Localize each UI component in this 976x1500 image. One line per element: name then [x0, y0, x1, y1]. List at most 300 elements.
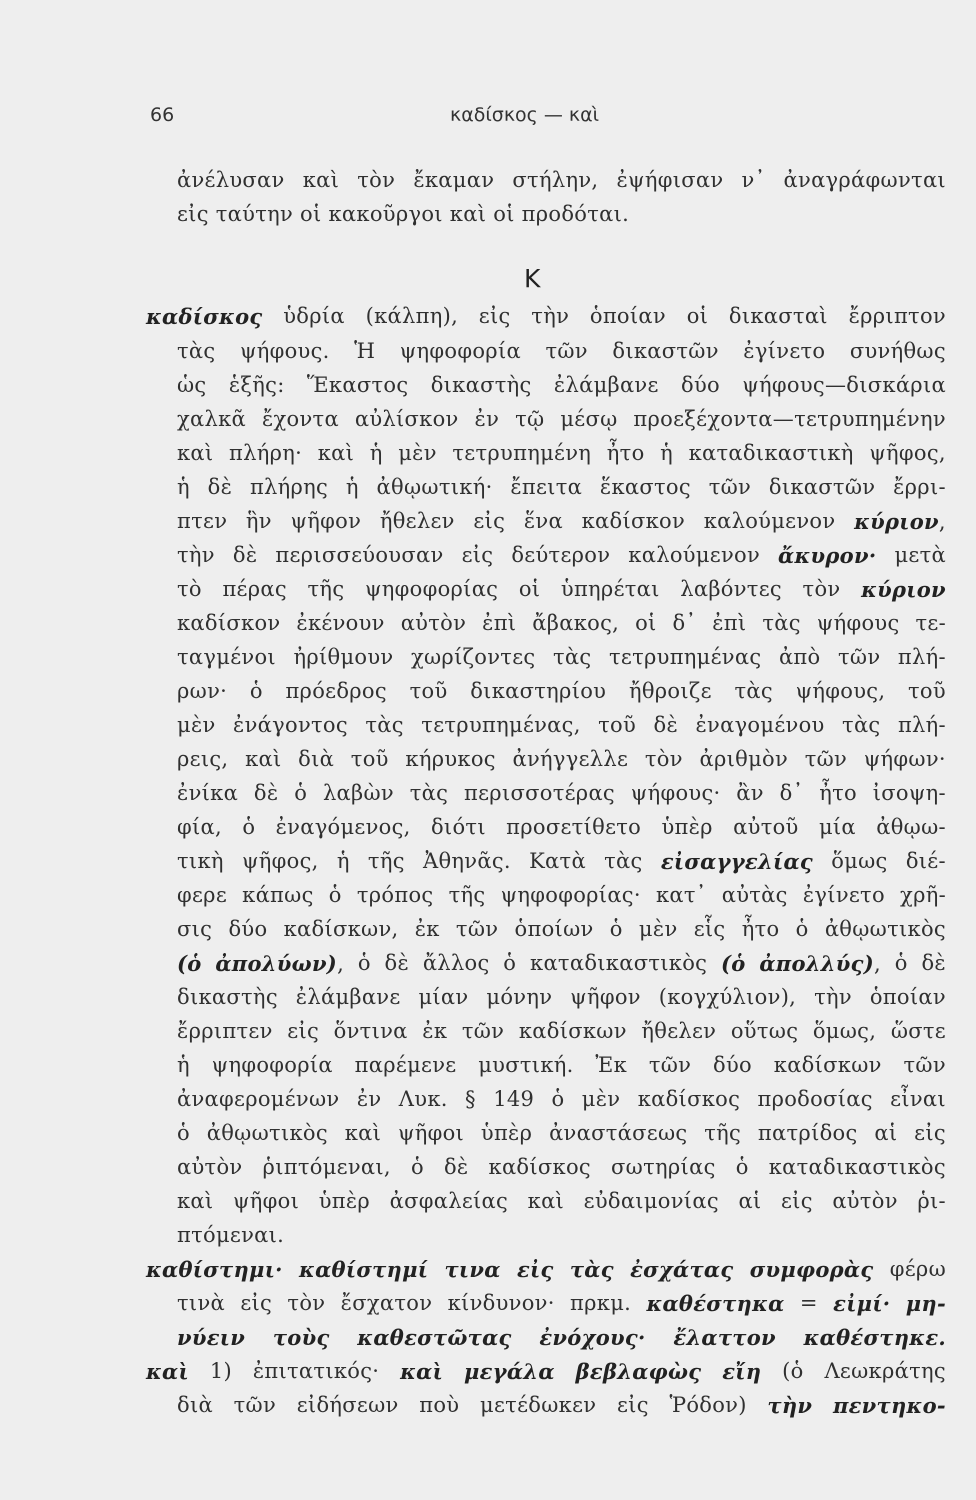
word: πέρας — [222, 577, 287, 601]
justified-words — [177, 747, 946, 771]
justified-words — [177, 985, 946, 1009]
word: τῶν — [903, 1053, 946, 1077]
word: ὁ — [735, 1155, 749, 1179]
word: παρέμενε — [354, 1053, 457, 1077]
word: ψῆφον — [290, 509, 362, 533]
word: τὴν — [531, 304, 570, 328]
word: τὸ — [177, 577, 202, 601]
word: (κογχύλιον), — [658, 985, 797, 1009]
word: 149 — [493, 1087, 535, 1111]
word: ἐπὶ — [712, 611, 747, 635]
word: ἔρρι- — [893, 475, 946, 499]
text-line — [177, 713, 946, 737]
word: βεβλαφὼς — [575, 1359, 702, 1384]
word: καλούμενον — [628, 543, 761, 567]
text-line — [177, 1121, 946, 1145]
word: ὁποίαν — [869, 985, 946, 1009]
word: δικαστῶν — [768, 475, 876, 499]
word: ἔσχατον — [340, 1291, 433, 1315]
word: ψήφους. — [239, 339, 330, 363]
word: πλήρης — [249, 475, 329, 499]
word: οὕτως — [730, 1019, 799, 1043]
word: ἂν — [736, 781, 764, 805]
word: ψῆφοι — [233, 1189, 300, 1213]
word: τὰς — [734, 679, 773, 703]
word: Λεωκράτης — [824, 1359, 946, 1383]
word: ρεις, — [177, 747, 229, 771]
word: διότι — [430, 815, 486, 839]
word: ψῆφος, — [869, 441, 946, 465]
word: Ἐκ — [595, 1053, 628, 1077]
word: ἀθῳωτική· — [376, 475, 493, 499]
word: ἡ — [336, 849, 350, 873]
word: καδίσκων — [518, 1019, 627, 1043]
word: ἐλάμβανε — [553, 373, 659, 397]
word: συμφορὰς — [749, 1257, 874, 1282]
line-segment: πτόμεναι. — [177, 1223, 285, 1247]
word: τινὰ — [177, 1291, 225, 1315]
word: ψῆφοι — [397, 1121, 465, 1145]
word: διὰ — [298, 747, 335, 771]
word: (ὁ — [782, 1359, 804, 1383]
word: αὐτὸν — [400, 611, 467, 635]
word: καδίσκον — [581, 509, 686, 533]
word: τοὺς — [272, 1325, 330, 1350]
word: ἤθελεν — [379, 509, 455, 533]
word: ψηφοφορίας· — [500, 883, 641, 907]
word: προεξέχοντα—τετρυπημένην — [633, 407, 946, 431]
word: ρων· — [177, 679, 228, 703]
word: ἀπολλύς), — [759, 951, 881, 976]
word: δεύτερον — [511, 543, 611, 567]
text-line — [177, 917, 946, 941]
justified-words — [177, 611, 946, 635]
word: κατ᾽ — [655, 883, 707, 907]
word: (κάλπη), — [365, 304, 459, 328]
word: ψήφους· — [630, 781, 721, 805]
word: μὲν — [638, 917, 678, 941]
word: καδίσκος — [488, 1155, 591, 1179]
word: μετέδωκεν — [480, 1393, 597, 1417]
word: οἱ — [686, 304, 709, 328]
word: μίαν — [418, 985, 469, 1009]
word: μὲν — [581, 1087, 621, 1111]
word: Ἀθηνᾶς. — [422, 849, 511, 873]
text-line — [177, 645, 946, 669]
word: αἱ — [738, 1189, 762, 1213]
word: καθίστημί — [299, 1257, 429, 1282]
text-line — [177, 1325, 946, 1350]
word: ἐνίκα — [177, 781, 239, 805]
word: ὁ — [242, 815, 256, 839]
word: ἀνέλυσαν — [177, 168, 285, 192]
word: μὲν — [177, 713, 216, 737]
word: καὶ — [302, 168, 340, 192]
word: ἐπιτατικός· — [252, 1359, 380, 1383]
word: ν᾽ — [741, 168, 766, 192]
word: αὐλίσκον — [354, 407, 459, 431]
word: καὶ — [177, 1189, 214, 1213]
word: κίνδυνον· — [447, 1291, 555, 1315]
justified-words — [177, 1019, 946, 1043]
word: ὁ — [177, 1121, 190, 1145]
justified-words — [177, 441, 946, 465]
word: σωτηρίας — [611, 1155, 716, 1179]
word: τῆς — [704, 1121, 742, 1145]
word: ὁ — [328, 883, 342, 907]
word: δικαστηρίου — [470, 679, 607, 703]
word: τῶν — [233, 1393, 277, 1417]
word: δὲ — [207, 475, 233, 499]
word: τῶν — [708, 475, 752, 499]
word: φέρω — [889, 1257, 946, 1281]
word: ἐγίνετο — [802, 883, 885, 907]
text-line — [146, 1359, 946, 1384]
word: εἰς — [478, 304, 511, 328]
word: μετὰ — [894, 543, 946, 567]
word: ταγμένοι — [177, 645, 276, 669]
word: εἰσαγγελίας — [660, 849, 814, 874]
justified-words — [146, 1359, 946, 1384]
word: κάπως — [242, 883, 314, 907]
justified-words — [177, 883, 946, 907]
word: ποὺ — [419, 1393, 460, 1417]
word: καδίσκος — [146, 304, 263, 329]
word: καὶ — [400, 1359, 444, 1384]
word: ἡ — [369, 441, 383, 465]
word: Ἕκαστος — [306, 373, 409, 397]
word: τρόπος — [356, 883, 434, 907]
word: μόνην — [486, 985, 553, 1009]
word: ἠρίθμουν — [293, 645, 394, 669]
word: (ὁ — [177, 951, 202, 976]
word: περισσοτέρας — [464, 781, 615, 805]
word: καδίσκος — [637, 1087, 741, 1111]
word: ἀναφερομένων — [177, 1087, 340, 1111]
word: δ᾽ — [672, 611, 697, 635]
justified-words — [177, 1121, 946, 1145]
word: οἱ — [635, 611, 657, 635]
word: ἐναγόμενος, — [275, 815, 411, 839]
word: ψηφοφορία — [399, 339, 521, 363]
word: δὲ — [232, 543, 258, 567]
word: καὶ — [177, 441, 214, 465]
text-line — [177, 1393, 946, 1418]
word: διέ- — [905, 849, 946, 873]
word: = — [799, 1291, 818, 1315]
word: ὑπηρέται — [560, 577, 660, 601]
word: ἀθῳωτικὸς — [824, 917, 946, 941]
word: πλή- — [897, 645, 946, 669]
word: εἶναι — [890, 1087, 946, 1111]
word: ἑξῆς: — [228, 373, 285, 397]
word: ὅμως, — [812, 1019, 877, 1043]
word: τὴν — [814, 985, 852, 1009]
word: ἦτο — [741, 917, 780, 941]
word: τὸν — [802, 577, 841, 601]
word: φερε — [177, 883, 228, 907]
justified-words — [177, 475, 946, 499]
text-line — [177, 883, 946, 907]
justified-words — [177, 1087, 946, 1111]
text-line — [177, 373, 946, 397]
word: καθεστῶτας — [357, 1325, 512, 1350]
word: κήρυκος — [405, 747, 496, 771]
text-line — [177, 441, 946, 465]
word: (ὁ — [721, 951, 746, 976]
word: ἔλαττον — [673, 1325, 776, 1350]
justified-words — [146, 1257, 946, 1282]
justified-words — [177, 1189, 946, 1213]
word: δὲ — [653, 713, 679, 737]
word: ψήφους—δισκάρια — [742, 373, 946, 397]
word: εἰδήσεων — [296, 1393, 399, 1417]
justified-words — [177, 1155, 946, 1179]
word: συνήθως — [849, 339, 946, 363]
word: μυστική. — [478, 1053, 574, 1077]
word: διὰ — [177, 1393, 213, 1417]
word: τὰς — [552, 645, 592, 669]
text-line — [177, 577, 946, 602]
word: ψηφοφορίας — [364, 577, 499, 601]
text-line — [177, 1019, 946, 1043]
word: εἰμί· — [833, 1291, 891, 1316]
word: τοῦ — [350, 747, 389, 771]
word: τῶν — [455, 917, 499, 941]
word: ἀριθμὸν — [699, 747, 789, 771]
word: καταδικαστικὴ — [688, 441, 854, 465]
word: σις — [177, 917, 213, 941]
word: ἔπειτα — [510, 475, 583, 499]
justified-words — [177, 781, 946, 805]
text-line — [177, 475, 946, 499]
justified-words — [177, 849, 946, 874]
word: καὶ — [317, 441, 355, 465]
word: τοῦ — [598, 713, 637, 737]
word: ὁ — [551, 1087, 565, 1111]
word: τικὴ — [177, 849, 224, 873]
text-line — [177, 543, 946, 568]
word: τὸν — [287, 1291, 326, 1315]
justified-words — [177, 917, 946, 941]
word: αὐτὸν — [832, 1189, 898, 1213]
word: ἰσοψη- — [872, 781, 946, 805]
word: πτεν — [177, 509, 228, 533]
word: ἡ — [177, 475, 190, 499]
word: προσετίθετο — [506, 815, 642, 839]
word: καθέστηκε. — [803, 1325, 946, 1350]
word: τὸν — [357, 168, 396, 192]
word: τῆς — [367, 849, 405, 873]
word: τὴν — [177, 543, 215, 567]
text-line — [177, 1291, 946, 1316]
word: τὰς — [604, 849, 643, 873]
word: τῶν — [837, 645, 881, 669]
justified-words — [177, 679, 946, 703]
justified-words — [177, 1053, 946, 1077]
word: τετρυπημένας — [608, 645, 762, 669]
word: ὡς — [177, 373, 207, 397]
word: ἐνόχους· — [539, 1325, 646, 1350]
word: ἐπὶ — [482, 611, 517, 635]
word: χωρίζοντες — [410, 645, 536, 669]
word: καθίστημι· — [146, 1257, 283, 1282]
word: μία — [818, 815, 856, 839]
word: καταδικαστικὸς — [768, 1155, 946, 1179]
word: δύο — [681, 373, 720, 397]
word: ὁποίαν — [589, 304, 666, 328]
word: καθέστηκα — [646, 1291, 785, 1316]
word: τινα — [444, 1257, 501, 1282]
word: αὐτοῦ — [733, 815, 799, 839]
word: καταδικαστικὸς — [530, 951, 708, 975]
word: δύο — [228, 917, 268, 941]
justified-words — [177, 339, 946, 363]
word: τετρυπημένας, — [421, 713, 581, 737]
justified-words — [146, 304, 946, 329]
word: ἐκ — [414, 917, 440, 941]
text-line — [177, 849, 946, 874]
word: Ἡ — [354, 339, 376, 363]
word: τε- — [915, 611, 946, 635]
word: καδίσκων — [773, 1053, 882, 1077]
word: ἄβακος, — [532, 611, 620, 635]
word: τῆς — [307, 577, 345, 601]
word: καὶ — [344, 1121, 382, 1145]
word: ψῆφον — [570, 985, 641, 1009]
word: εἷς — [693, 917, 726, 941]
word: ἣν — [245, 509, 272, 533]
justified-words — [177, 1325, 946, 1350]
word: ὥστε — [890, 1019, 946, 1043]
word: ἄκυρον· — [778, 543, 877, 568]
word: ἤθελεν — [641, 1019, 717, 1043]
word: αὐτὸν — [177, 1155, 243, 1179]
text-line — [177, 611, 946, 635]
word: ἕνα — [523, 509, 563, 533]
word: τῶν — [804, 747, 848, 771]
word: πλή- — [897, 713, 946, 737]
text-line — [177, 679, 946, 703]
word: δύο — [713, 1053, 752, 1077]
justified-words — [177, 1393, 946, 1418]
word: φία, — [177, 815, 222, 839]
text-line — [177, 202, 629, 226]
word: καὶ — [245, 747, 282, 771]
word: ἀσφαλείας — [389, 1189, 509, 1213]
text-line — [177, 339, 946, 363]
word: ἐν — [474, 407, 500, 431]
justified-words — [177, 543, 946, 568]
word: πρόεδρος — [285, 679, 387, 703]
word: ἦτο — [606, 441, 645, 465]
word: πρκμ. — [570, 1291, 632, 1315]
text-line — [177, 509, 946, 534]
word: δὲ — [253, 781, 279, 805]
word: δὲ — [384, 951, 410, 975]
text-line — [177, 1155, 946, 1179]
word: ἐνάγοντος — [233, 713, 348, 737]
word: πεντηκο- — [832, 1393, 946, 1418]
word: ἐσχάτας — [630, 1257, 734, 1282]
text-line — [177, 1223, 284, 1247]
word: λαβόντες — [680, 577, 782, 601]
page-header — [0, 104, 976, 130]
word: αἱ — [874, 1121, 898, 1145]
text-line — [177, 951, 946, 976]
word: ὑπὲρ — [318, 1189, 371, 1213]
justified-words — [177, 1291, 946, 1316]
word: ἐγίνετο — [743, 339, 826, 363]
word: εὐδαιμονίας — [583, 1189, 719, 1213]
word: καδίσκον — [177, 611, 281, 635]
word: ψήφους — [816, 611, 900, 635]
word: καὶ — [146, 1359, 189, 1384]
word: ἀθῳω- — [876, 815, 946, 839]
word: ὁ — [357, 951, 371, 975]
word: ἐκ — [422, 1019, 448, 1043]
word: ἔρριπτεν — [177, 1019, 273, 1043]
word: ἕκαστος — [599, 475, 691, 499]
text-line — [146, 1257, 946, 1282]
word: εἰς — [914, 1121, 946, 1145]
justified-words — [177, 373, 946, 397]
word: μέσῳ — [560, 407, 618, 431]
word: ψῆφος, — [241, 849, 319, 873]
word: ἀνήγγελλε — [512, 747, 629, 771]
word: τετρυπημένη — [452, 441, 592, 465]
word: χρῆ- — [900, 883, 946, 907]
word: δ᾽ — [779, 781, 804, 805]
word: καὶ — [527, 1189, 565, 1213]
word: ὑδρία — [283, 304, 345, 328]
word: οἱ — [518, 577, 541, 601]
word: ἔχοντα — [261, 407, 339, 431]
word: ὁ — [795, 917, 809, 941]
text-line — [177, 1087, 946, 1111]
word: τὰς — [177, 339, 216, 363]
text-line — [177, 1053, 946, 1077]
word: ὑπὲρ — [480, 1121, 533, 1145]
word: κύριον, — [854, 509, 946, 534]
word: τὴν — [767, 1393, 813, 1418]
word: ὁ — [503, 951, 517, 975]
word: ἔκαμαν — [413, 168, 495, 192]
text-line — [177, 407, 946, 431]
word: ἀναγράφωνται — [783, 168, 946, 192]
justified-words — [177, 951, 946, 976]
word: § — [465, 1087, 476, 1111]
word: Ῥόδον) — [669, 1393, 747, 1417]
word: ἀθῳωτικὸς — [206, 1121, 328, 1145]
word: ὁ — [894, 951, 908, 975]
justified-words — [177, 713, 946, 737]
text-line — [146, 304, 946, 329]
word: ὁ — [249, 679, 263, 703]
justified-words — [177, 168, 946, 192]
word: ψηφοφορία — [211, 1053, 333, 1077]
text-line — [177, 781, 946, 805]
word: ἡ — [345, 475, 359, 499]
word: ῥι- — [917, 1189, 946, 1213]
word: ὁ — [410, 1155, 424, 1179]
word: εἰς — [461, 543, 494, 567]
line-segment: εἰς ταύτην οἱ κακοῦργοι καὶ οἱ προδόται. — [177, 202, 630, 226]
justified-words — [177, 645, 946, 669]
word: εἰς — [473, 509, 506, 533]
word: καλούμενον — [703, 509, 836, 533]
word: ὁ — [609, 917, 623, 941]
